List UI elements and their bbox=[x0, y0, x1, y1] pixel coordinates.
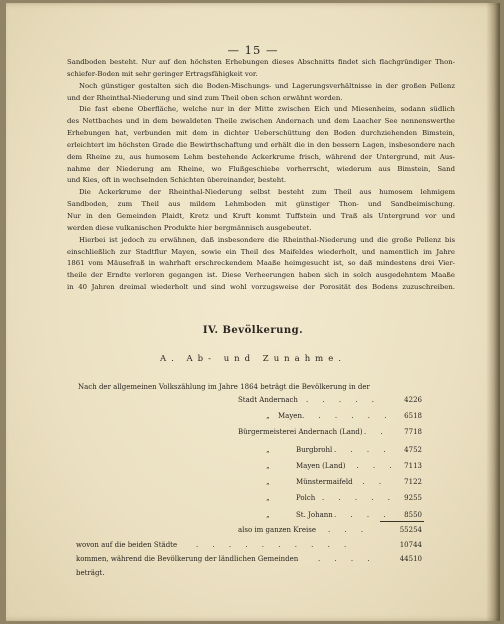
text-line: Die Ackerkrume der Rheinthal-Niederung selbst besteht zum Theil aus humosem lehmigem bbox=[79, 188, 455, 197]
total-label: also im ganzen Kreise bbox=[238, 526, 316, 534]
table-row bbox=[6, 511, 500, 523]
text-line: nahme der Niederung am Rheine, wo Flußgeschiebe vorherrscht, wiederum aus Bimstein, Sand bbox=[67, 164, 455, 173]
text-line: einschließlich zur Stadtflur Mayen, sowie ein Theil des Maifeldes wiederholt, und namentlich im Jahre bbox=[67, 247, 455, 256]
text-line: Erhebungen hat, verbunden mit dem in dichter Ueberschüttung den Boden durchziehenden Bimstein, bbox=[67, 129, 455, 138]
section-title: A. Ab- und Zunahme. bbox=[160, 354, 346, 364]
ditto-mark: „ bbox=[266, 446, 270, 454]
row-value: 7122 bbox=[404, 478, 422, 486]
row-label: Mayen bbox=[278, 412, 302, 420]
towns-row bbox=[6, 541, 500, 553]
rural-row bbox=[6, 555, 500, 567]
leader-dots: . . . . bbox=[340, 462, 398, 470]
text-line: theile der Erndte verloren gegangen ist. Diese Verheerungen haben sich in solch ausgedehntem Maaße bbox=[67, 271, 455, 280]
ditto-mark: „ bbox=[266, 494, 270, 502]
ditto-mark: „ bbox=[266, 412, 270, 420]
ditto-mark: „ bbox=[266, 462, 270, 470]
row-label: St. Johann bbox=[296, 511, 333, 519]
text-line: Die fast ebene Oberfläche, welche nur in der Mitte zwischen Eich und Miesenheim, sodann südlich bbox=[79, 105, 455, 114]
text-line: werden diese vulkanischen Produkte hier bergmännisch ausgebeutet. bbox=[67, 223, 312, 232]
total-value: 55254 bbox=[399, 526, 422, 534]
row-label: Burgbrohl bbox=[296, 446, 333, 454]
text-line: des Nettbaches und in dem bewaldeten Theile zwischen Andernach und dem Laacher See nennenswerthe bbox=[67, 117, 455, 126]
sum-rule bbox=[380, 521, 424, 522]
text-line: dem Rheine zu, aus humosem Lehm bestehende Ackerkrume frisch, während der Untergrund, mit Aus- bbox=[67, 152, 455, 161]
text-line: Noch günstiger gestalten sich die Boden-Mischungs- und Lagerungsverhältnisse in der großen Pellenz bbox=[79, 81, 455, 90]
table-row bbox=[6, 428, 500, 440]
row-value: 4752 bbox=[404, 446, 422, 454]
row-value: 7718 bbox=[404, 428, 422, 436]
ditto-mark: „ bbox=[266, 511, 270, 519]
text-line: Sandboden besteht. Nur auf den höchsten Erhebungen dieses Abschnitts findet sich flachgründiger Thon- bbox=[67, 58, 455, 66]
ditto-mark: „ bbox=[266, 478, 270, 486]
row-label: Stadt Andernach bbox=[238, 396, 298, 404]
table-row bbox=[6, 462, 500, 474]
row-label: Mayen (Land) bbox=[296, 462, 346, 470]
row-label: Bürgermeisterei Andernach (Land) bbox=[238, 428, 363, 436]
table-row bbox=[6, 412, 500, 424]
leader-dots: . . . . bbox=[334, 511, 392, 519]
leader-dots: . . . . . . bbox=[302, 412, 393, 420]
table-row bbox=[6, 446, 500, 458]
leader-dots: . . . . bbox=[334, 446, 392, 454]
leader-dots: . . . . . . . . . . bbox=[196, 541, 353, 549]
leader-dots: . . . bbox=[346, 478, 388, 486]
text-line: Nur in den Gemeinden Plaidt, Kretz und Kruft kommt Tuffstein und Traß als Untergrund vor und bbox=[67, 211, 455, 220]
leader-dots: . . . . . bbox=[322, 494, 397, 502]
towns-label: wovon auf die beiden Städte bbox=[76, 541, 178, 549]
text-line: Hierbei ist jedoch zu erwähnen, daß insbesondere die Rheinthal-Niederung und die große Pellenz bis bbox=[79, 235, 455, 244]
leader-dots: . . . bbox=[328, 526, 370, 534]
body-text bbox=[67, 57, 455, 294]
text-line: in 40 Jahren dreimal wiederholt und sind wohl vorzugsweise der Porosität des Bodens zuzuschreiben. bbox=[67, 283, 455, 292]
table-row bbox=[6, 396, 500, 408]
leader-dots: . . bbox=[364, 428, 389, 436]
row-label: Polch bbox=[296, 494, 316, 502]
table-row bbox=[6, 494, 500, 506]
table-intro: Nach der allgemeinen Volkszählung im Jahre 1864 beträgt die Bevölkerung in der bbox=[78, 383, 370, 391]
text-line: erleichtert im höchsten Grade die Bewirthschaftung und erhält die in den bessern Lagen, insbesondere nach bbox=[67, 140, 455, 149]
rural-label: kommen, während die Bevölkerung der ländlichen Gemeinden bbox=[76, 555, 299, 563]
text-line: Sandboden, zum Theil aus mildem Lehmboden mit günstiger Thon- und Sandbeimischung. bbox=[67, 200, 455, 209]
book-page bbox=[6, 3, 500, 621]
row-value: 8550 bbox=[404, 511, 422, 519]
text-line: schiefer-Boden mit sehr geringer Ertragsfähigkeit vor. bbox=[67, 69, 258, 78]
chapter-title: IV. Bevölkerung. bbox=[202, 325, 304, 336]
table-row bbox=[6, 478, 500, 490]
row-value: 9255 bbox=[404, 494, 422, 502]
page-number: — 15 — bbox=[227, 43, 279, 57]
text-line: und der Rheinthal-Niederung und sind zum Theil oben schon erwähnt worden. bbox=[67, 93, 343, 102]
row-label: Münstermaifeld bbox=[296, 478, 353, 486]
closing-row bbox=[6, 569, 500, 581]
text-line: und Kies, oft in wechselnden Schichten übereinander, besteht. bbox=[67, 176, 287, 185]
row-value: 7113 bbox=[404, 462, 422, 470]
leader-dots: . . . . bbox=[318, 555, 376, 563]
towns-value: 10744 bbox=[399, 541, 422, 549]
leader-dots: . . . . . bbox=[306, 396, 381, 404]
closing-text: beträgt. bbox=[76, 569, 105, 577]
total-row bbox=[6, 526, 500, 538]
rural-value: 44510 bbox=[399, 555, 422, 563]
text-line: 1861 vom Mäusefraß in wahrhaft erschreckendem Maaße heimgesucht ist, so daß mindestens drei Vier- bbox=[67, 259, 455, 268]
row-value: 4226 bbox=[404, 396, 422, 404]
row-value: 6518 bbox=[404, 412, 422, 420]
